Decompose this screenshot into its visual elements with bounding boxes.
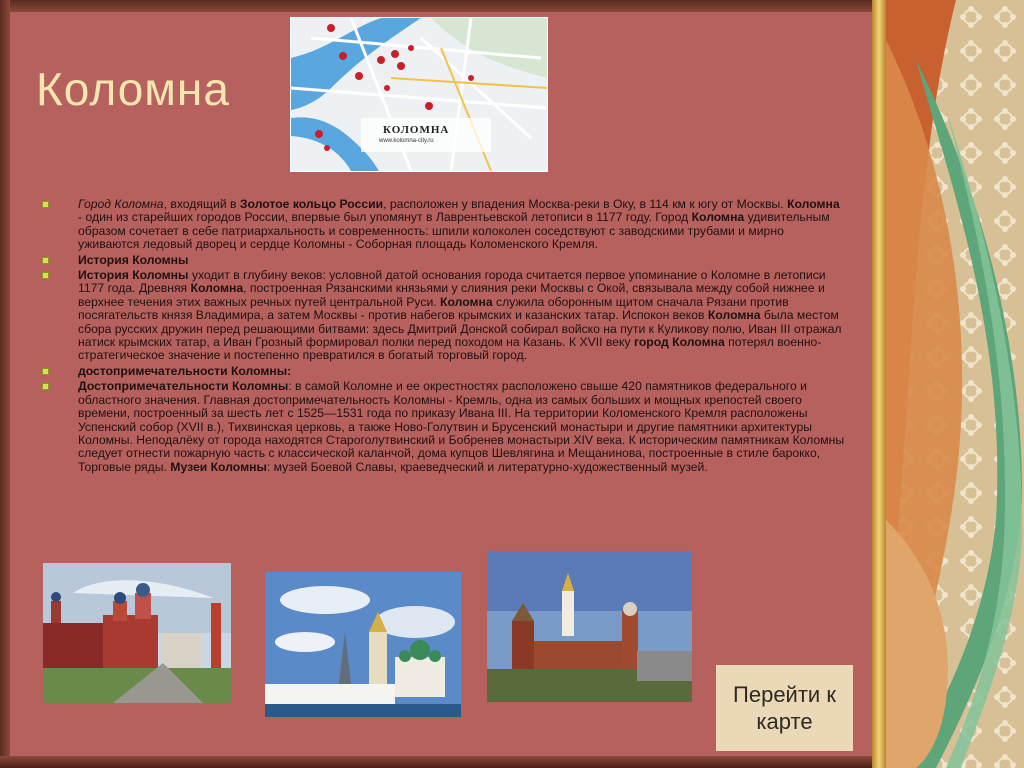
decorative-ornament [886, 0, 1024, 768]
text-run: уходит в глубину веков: условной датой основания города считается первое упоминание о Коломне в летописи 1177 года. Древняя [78, 268, 826, 296]
text-run: : музей Боевой Славы, краеведческий и литературно-художественный музей. [266, 459, 708, 474]
kremlin-image [487, 551, 692, 702]
text-run: удивительным образом сочетает в себе патриархальность и современность: шпили колоколен соседствуют с заводскими трубами и мирно уживаются ледовый дворец и сердце Коломны - Соборная площадь Коломенского Кремля. [78, 210, 830, 252]
gold-border [872, 0, 886, 768]
text-run: Коломна [440, 294, 493, 309]
text-run: , входящий в [163, 197, 240, 211]
text-run: город Коломна [633, 335, 725, 350]
text-run: была местом сбора русских дружин перед решающими битвами: здесь Дмитрий Донской собирал войско на пути к Куликову полю, Иван III отражал натиск крымских татар, а Иван Грозный формировал полки перед походом на Казань. К XVII веку [78, 308, 842, 350]
bullet-icon [42, 368, 49, 375]
text-run: Коломна [707, 308, 761, 323]
city-map-image [290, 17, 548, 172]
text-run: Музеи Коломны [170, 459, 267, 474]
text-run: Коломна [190, 281, 244, 296]
text-run: служила оборонным щитом сначала Рязани против посягательств князя Владимира, а затем Москвы - против набегов крымских и казанских татар. Испокон веков [78, 294, 789, 323]
text-run: потерял военно-стратегическое значение и постепенно превратился в богатый торговый город. [78, 335, 822, 363]
monastery-image [43, 563, 231, 703]
photo-cathedral [265, 572, 461, 717]
text-run: - один из старейших городов России, впервые был упомянут в Лаврентьевской летописи в 1177 году. Город [78, 210, 692, 225]
text-run: Коломна [787, 197, 840, 211]
text-run: История Коломны [78, 268, 189, 283]
section-heading [42, 254, 846, 267]
text-run: Достопримечательности Коломны [78, 379, 289, 394]
cathedral-image [265, 572, 461, 717]
text-run: Город Коломна [78, 197, 164, 211]
photo-monastery [43, 563, 231, 703]
map-graphic [291, 18, 547, 171]
paragraph [42, 198, 846, 252]
bullet-icon [42, 257, 49, 264]
text-run: Коломна [691, 210, 745, 225]
frame-left [0, 0, 10, 768]
text-run: , построенная Рязанскими князьями у слияния реки Москвы с Окой, связывала между собой нижнее и верхнее течения этих важных речных путей центральной Руси. [78, 281, 825, 309]
paragraph [42, 269, 846, 363]
bullet-icon [42, 201, 49, 208]
bullet-icon [42, 383, 49, 390]
frame-top [0, 0, 880, 12]
text-run: История Коломны [78, 252, 189, 267]
map-sublabel: www.kolomna-city.ru [379, 138, 434, 144]
bullet-icon [42, 272, 49, 279]
frame-bottom [0, 756, 880, 768]
text-run: , расположен у впадения Москва-реки в Оку, в 114 км к югу от Москвы. [383, 197, 788, 211]
content-text [42, 198, 846, 476]
map-label: КОЛОМНА [383, 124, 450, 136]
paragraph [42, 380, 846, 474]
section-heading [42, 365, 846, 378]
go-to-map-button[interactable]: Перейти к карте [716, 665, 853, 751]
text-run: достопримечательности Коломны: [78, 363, 292, 378]
text-run: Золотое кольцо России [239, 197, 384, 211]
slide-title: Коломна [36, 63, 230, 115]
text-run: : в самой Коломне и ее окрестностях расположено свыше 420 памятников федерального и областного значения. Главная достопримечательность Коломны - Кремль, одна из самых больших и мощных крепостей своего времени, построенный за шесть лет с 1525—1531 года по приказу Ивана III. На территории Коломенского Кремля расположены Успенский собор (XVII в.), Тихвинская церковь, а также Ново-Голутвин и Брусенский монастыри и другие памятники архитектуры Коломны. Неподалёку от города находятся Староголутвинский и Бобренев монастыри XIV века. К историческим памятникам Коломны следует отнести пожарную часть с классической каланчой, дома купцов Шевлягина и Мещанинова, построенные в стиле барокко, Торговые ряды. [78, 379, 845, 474]
decorative-side-panel [886, 0, 1024, 768]
photo-kremlin [487, 551, 692, 702]
